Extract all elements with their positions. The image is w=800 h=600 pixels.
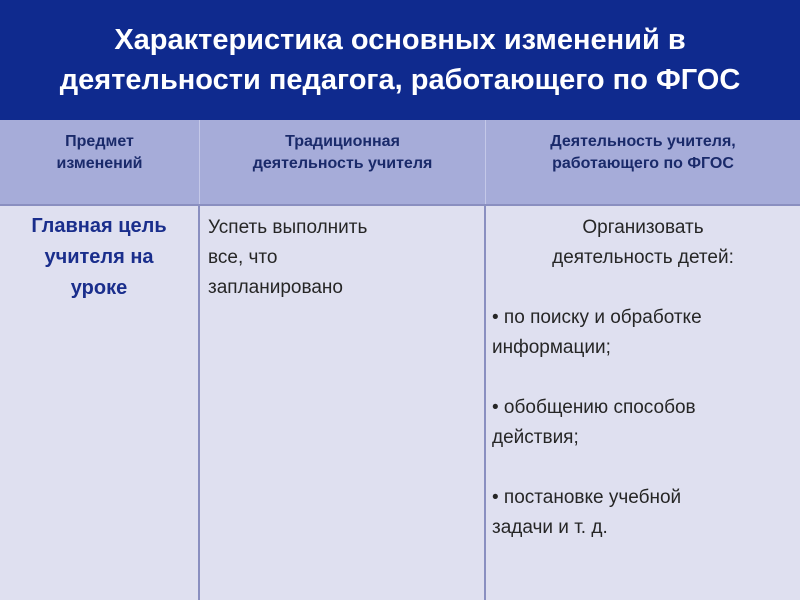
fgos-bullet-2-line-1: • обобщению способов xyxy=(492,397,696,418)
table-row xyxy=(0,206,800,600)
header-traditional-line-1: Традиционная xyxy=(285,133,400,150)
spacer xyxy=(492,453,800,483)
header-fgos-line-1: Деятельность учителя, xyxy=(550,133,736,150)
header-cell-traditional xyxy=(200,120,486,204)
slide-title xyxy=(0,0,800,120)
fgos-bullet-2-line-2: действия; xyxy=(492,427,579,448)
header-cell-fgos xyxy=(486,120,800,204)
fgos-bullet-3-line-1: • постановке учебной xyxy=(492,487,682,508)
fgos-intro-line-2: деятельность детей: xyxy=(552,247,734,268)
traditional-line-2: все, что xyxy=(208,247,278,268)
cell-traditional xyxy=(200,206,486,600)
title-line-2: деятельности педагога, работающего по ФГОС xyxy=(59,64,741,96)
fgos-bullet-3-line-2: задачи и т. д. xyxy=(492,517,608,538)
header-subject-line-1: Предмет xyxy=(65,133,134,150)
subject-line-1: Главная цель xyxy=(31,215,167,237)
traditional-line-1: Успеть выполнить xyxy=(208,217,368,238)
fgos-bullet-1-line-1: • по поиску и обработке xyxy=(492,307,702,328)
cell-fgos xyxy=(486,206,800,600)
table-header-row xyxy=(0,120,800,206)
subject-line-2: учителя на xyxy=(44,246,154,268)
subject-line-3: уроке xyxy=(70,277,128,299)
title-line-1: Характеристика основных изменений в xyxy=(114,24,686,56)
fgos-intro-line-1: Организовать xyxy=(582,217,704,238)
header-fgos-line-2: работающего по ФГОС xyxy=(552,155,734,172)
fgos-bullet-1-line-2: информации; xyxy=(492,337,611,358)
traditional-line-3: запланировано xyxy=(208,277,343,298)
spacer xyxy=(492,363,800,393)
header-subject-line-2: изменений xyxy=(56,155,143,172)
header-cell-subject xyxy=(0,120,200,204)
cell-subject xyxy=(0,206,200,600)
spacer xyxy=(492,273,800,303)
header-traditional-line-2: деятельность учителя xyxy=(252,155,433,172)
